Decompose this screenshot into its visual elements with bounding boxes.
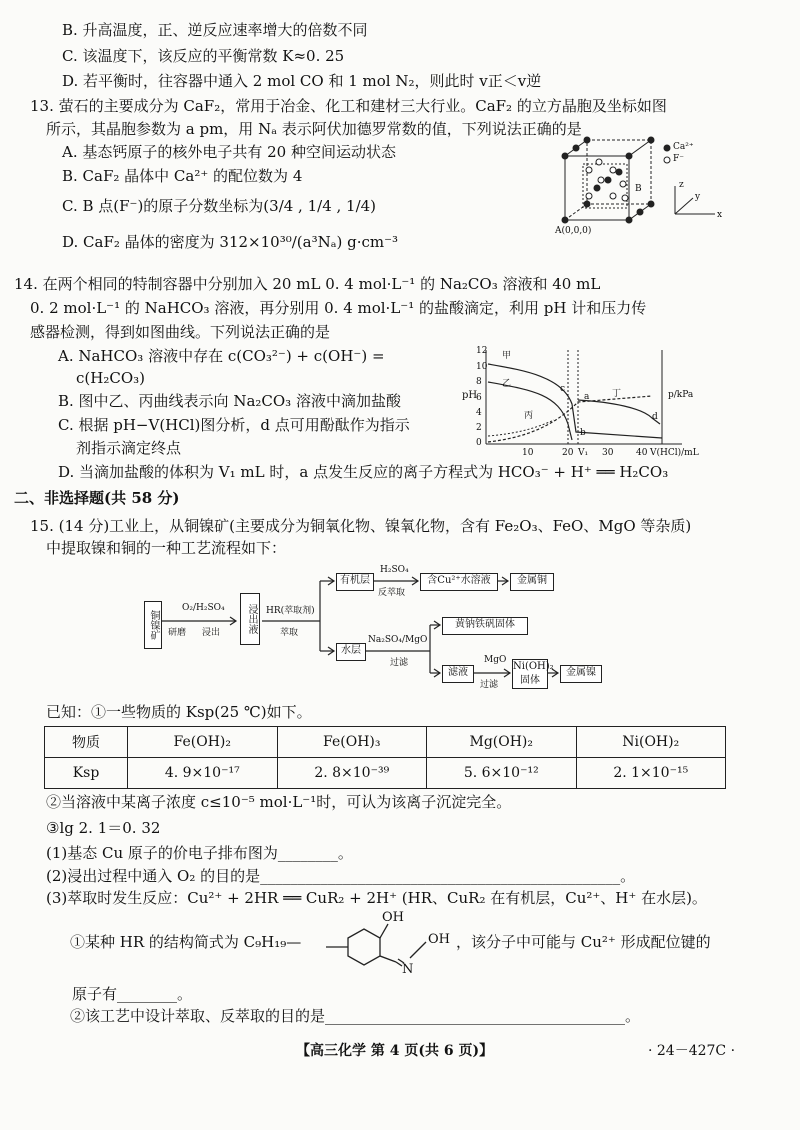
box-aqueous: 水层 xyxy=(336,643,366,661)
legend-f: F⁻ xyxy=(673,154,684,164)
ksp-value-mgoh2: 5. 6×10⁻¹² xyxy=(427,758,577,789)
curve-label-bing: 丙 xyxy=(524,411,534,421)
ph-pressure-chart xyxy=(462,344,724,462)
point-b-label-chart: b xyxy=(580,428,586,438)
xtick-v1: V₁ xyxy=(578,448,589,458)
axis-z-label: z xyxy=(679,180,684,190)
box-filtrate: 滤液 xyxy=(442,665,474,683)
box-organic: 有机层 xyxy=(336,573,374,591)
ytick-0: 0 xyxy=(476,438,482,448)
ksp-value-nioh2: 2. 1×10⁻¹⁵ xyxy=(576,758,726,789)
q13-stem-2: 所示，其晶胞参数为 a pm，用 Nₐ 表示阿伏加德罗常数的值，下列说法正确的是 xyxy=(46,120,582,138)
q13-option-d: D. CaF₂ 晶体的密度为 312×10³⁰/(a³Nₐ) g·cm⁻³ xyxy=(62,233,399,251)
q14-option-c-1: C. 根据 pH−V(HCl)图分析，d 点可用酚酞作为指示 xyxy=(58,416,410,434)
struct-oh-top: OH xyxy=(382,910,404,925)
q15-sub-2: (2)浸出过程中通入 O₂ 的目的是________________________________________________。 xyxy=(46,867,636,885)
q14-stem-3: 感器检测，得到如图曲线。下列说法正确的是 xyxy=(30,323,331,341)
ksp-header-mgoh2: Mg(OH)₂ xyxy=(427,727,577,758)
q14-option-d: D. 当滴加盐酸的体积为 V₁ mL 时，a 点发生反应的离子方程式为 HCO₃⁻ + H⁺ ══ H₂CO₃ xyxy=(58,463,669,481)
curve-label-jia: 甲 xyxy=(502,351,512,361)
ytick-2: 2 xyxy=(476,423,482,433)
footer-page-info: 【高三化学 第 4 页(共 6 页)】 xyxy=(296,1043,494,1059)
section-2-title: 二、非选择题(共 58 分) xyxy=(14,489,180,507)
label-extract: 萃取 xyxy=(280,628,299,638)
ksp-header-substance: 物质 xyxy=(45,727,128,758)
point-b-label: B xyxy=(635,184,642,194)
ksp-table xyxy=(44,726,726,789)
box-nioh2: Ni(OH)₂固体 xyxy=(512,659,548,689)
q12-option-b: B. 升高温度，正、逆反应速率增大的倍数不同 xyxy=(62,21,368,39)
q14-stem-2: 0. 2 mol·L⁻¹ 的 NaHCO₃ 溶液，再分别用 0. 4 mol·L⁻¹ 的盐酸滴定，利用 pH 计和压力传 xyxy=(30,299,647,317)
chart-ylabel: pH xyxy=(462,390,478,401)
label-h2so4: H₂SO₄ xyxy=(380,565,409,575)
xtick-20: 20 xyxy=(562,448,574,458)
label-mgo: MgO xyxy=(484,655,507,665)
ksp-value-feoh2: 4. 9×10⁻¹⁷ xyxy=(128,758,278,789)
chart-xlabel: V(HCl)/mL xyxy=(650,448,699,458)
q15-sub-3-1b: ，该分子中可能与 Cu²⁺ 形成配位键的 xyxy=(456,933,711,951)
point-d-label: d xyxy=(652,412,658,422)
label-filter2: 过滤 xyxy=(480,680,499,690)
q13-option-a: A. 基态钙原子的核外电子共有 20 种空间运动状态 xyxy=(62,143,396,161)
ksp-header-row xyxy=(45,727,726,758)
curve-label-ding: 丁 xyxy=(612,389,622,399)
q15-sub-3-2: ②该工艺中设计萃取、反萃取的目的是________________________________________。 xyxy=(70,1007,641,1025)
label-leach: 浸出 xyxy=(202,628,221,638)
q14-option-a-1: A. NaHCO₃ 溶液中存在 c(CO₃²⁻) + c(OH⁻) = xyxy=(58,347,385,365)
q14-stem-1: 14. 在两个相同的特制容器中分别加入 20 mL 0. 4 mol·L⁻¹ 的 Na₂CO₃ 溶液和 40 mL xyxy=(14,275,601,293)
caf2-unit-cell-figure xyxy=(555,134,730,242)
ytick-12: 12 xyxy=(476,346,488,356)
box-cu-solution: 含Cu²⁺水溶液 xyxy=(420,573,498,591)
ksp-row-label: Ksp xyxy=(45,758,128,789)
q15-known-1: 已知：①一些物质的 Ksp(25 ℃)如下。 xyxy=(46,703,312,721)
hr-structure-figure xyxy=(326,910,456,980)
q15-stem-1: 15. (14 分)工业上，从铜镍矿(主要成分为铜氧化物、镍氧化物，含有 Fe₂O₃、FeO、MgO 等杂质) xyxy=(30,517,692,535)
label-back-extract: 反萃取 xyxy=(378,588,406,598)
q15-sub-3: (3)萃取时发生反应：Cu²⁺ + 2HR ══ CuR₂ + 2H⁺ (HR、CuR₂ 在有机层，Cu²⁺、H⁺ 在水层)。 xyxy=(46,889,707,907)
label-reagent1: O₂/H₂SO₄ xyxy=(182,603,225,613)
ksp-header-feoh3: Fe(OH)₃ xyxy=(277,727,427,758)
axis-y-label: y xyxy=(695,192,701,202)
box-leachate: 浸出液 xyxy=(240,593,260,645)
ksp-header-feoh2: Fe(OH)₂ xyxy=(128,727,278,758)
box-ore: 铜镍矿 xyxy=(144,601,162,649)
origin-label: A(0,0,0) xyxy=(555,226,592,236)
q13-option-b: B. CaF₂ 晶体中 Ca²⁺ 的配位数为 4 xyxy=(62,167,303,185)
box-nickel: 金属镍 xyxy=(560,665,602,683)
ksp-value-feoh3: 2. 8×10⁻³⁹ xyxy=(277,758,427,789)
q14-option-b: B. 图中乙、丙曲线表示向 Na₂CO₃ 溶液中滴加盐酸 xyxy=(58,392,401,410)
label-extractant: HR(萃取剂) xyxy=(266,606,315,616)
q12-option-d: D. 若平衡时，往容器中通入 2 mol CO 和 1 mol N₂，则此时 v正＜v逆 xyxy=(62,72,542,90)
q15-stem-2: 中提取镍和铜的一种工艺流程如下： xyxy=(46,539,287,557)
xtick-10: 10 xyxy=(522,448,534,458)
q15-known-2: ②当溶液中某离子浓度 c≤10⁻⁵ mol·L⁻¹时，可认为该离子沉淀完全。 xyxy=(46,793,512,811)
ytick-10: 10 xyxy=(476,362,488,372)
xtick-40: 40 xyxy=(636,448,648,458)
struct-n: N xyxy=(402,962,414,977)
legend-ca: Ca²⁺ xyxy=(673,142,694,152)
struct-oh-right: OH xyxy=(428,932,450,947)
q12-option-c: C. 该温度下，该反应的平衡常数 K≈0. 25 xyxy=(62,47,345,65)
label-filter1: 过滤 xyxy=(390,658,409,668)
chart-y2label: p/kPa xyxy=(668,390,694,400)
point-c-label: c xyxy=(560,384,566,394)
ksp-header-nioh2: Ni(OH)₂ xyxy=(576,727,726,758)
xtick-30: 30 xyxy=(602,448,614,458)
ytick-8: 8 xyxy=(476,377,482,387)
q15-sub-3-1a: ①某种 HR 的结构简式为 C₉H₁₉— xyxy=(70,933,302,951)
label-grind: 研磨 xyxy=(168,628,187,638)
axis-x-label: x xyxy=(717,210,723,220)
q15-sub-3-1c: 原子有________。 xyxy=(72,985,193,1003)
q14-option-a-2: c(H₂CO₃) xyxy=(76,369,145,387)
ytick-4: 4 xyxy=(476,408,482,418)
point-a-label: a xyxy=(584,392,590,402)
process-flow-diagram xyxy=(140,563,610,698)
curve-label-yi: 乙 xyxy=(502,379,512,389)
box-jarosite: 黄钠铁矾固体 xyxy=(442,617,528,635)
q13-stem-1: 13. 萤石的主要成分为 CaF₂，常用于冶金、化工和建材三大行业。CaF₂ 的立方晶胞及坐标如图 xyxy=(30,97,667,115)
footer-code: · 24－427C · xyxy=(648,1043,736,1059)
ksp-value-row xyxy=(45,758,726,789)
q14-option-c-2: 剂指示滴定终点 xyxy=(76,439,182,457)
box-copper: 金属铜 xyxy=(510,573,554,591)
label-reagent2: Na₂SO₄/MgO xyxy=(368,635,428,645)
q13-option-c: C. B 点(F⁻)的原子分数坐标为(3/4 , 1/4 , 1/4) xyxy=(62,197,377,215)
q15-sub-1: (1)基态 Cu 原子的价电子排布图为________。 xyxy=(46,844,353,862)
ytick-6: 6 xyxy=(476,393,482,403)
q15-known-3: ③lg 2. 1＝0. 32 xyxy=(46,819,161,837)
